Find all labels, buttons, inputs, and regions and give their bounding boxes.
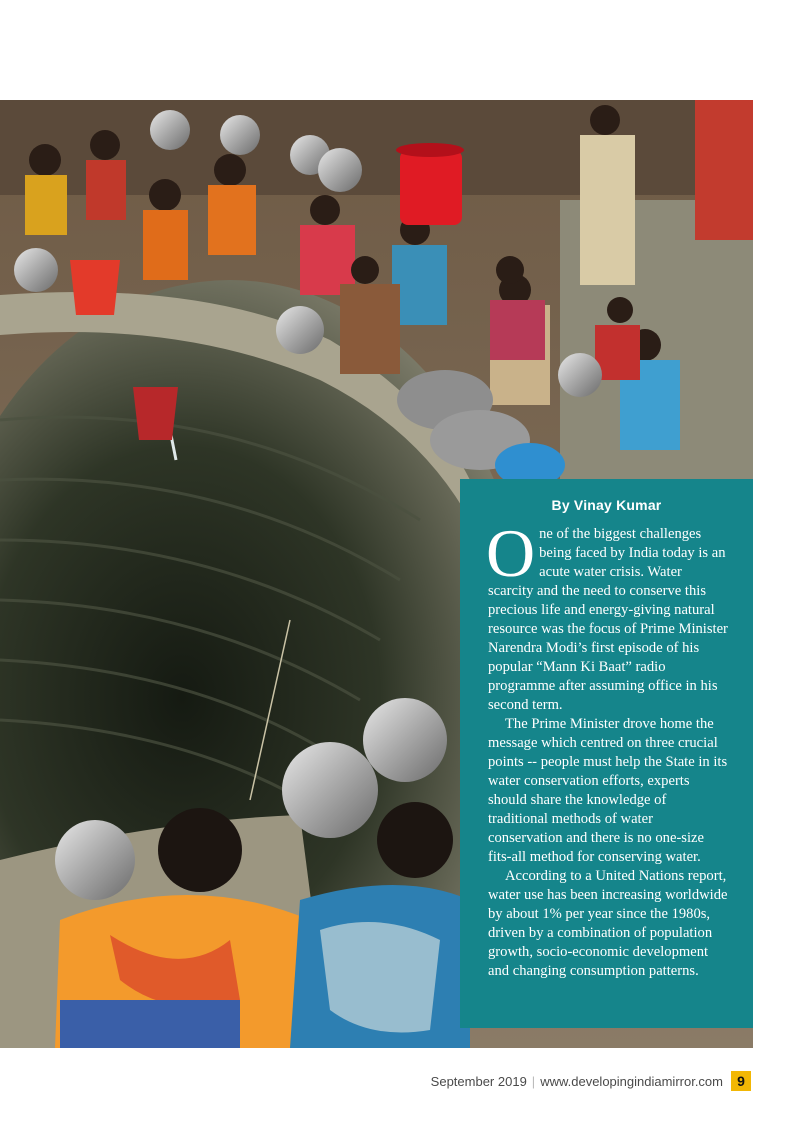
paragraph-3: According to a United Nations report, water use has been increasing worldwide by about 1% per year since the 1980s, driven by a combination of population growth, socio-economic development and changing consumption patterns. [488,868,728,979]
page-number: 9 [731,1071,751,1091]
issue-date: September 2019 [430,1073,527,1089]
footer-separator: | [531,1073,536,1089]
website-link[interactable]: www.developingindiamirror.com [540,1073,723,1089]
article-textbox [460,479,753,1028]
paragraph-1-text: ne of the biggest challenges being faced by India today is an acute water crisis. Water scarcity and the need to conserve this precious life and energy-giving natural resource was the focus of Prime Minister Narendra Modi’s first episode of his popular “Mann Ki Baat” radio programme after assuming office in his second term. [488,526,728,713]
drop-cap: O [486,515,536,591]
paragraph-1 [486,515,729,715]
page-footer [431,1071,751,1091]
paragraph-2: The Prime Minister drove home the message which centred on three crucial points -- people must help the State in its water conservation efforts, experts should share the knowledge of traditional methods of water conservation and there is no one-size fits-all method for conserving water. [488,716,728,865]
byline: By Vinay Kumar [551,497,662,513]
article-body [486,515,729,981]
